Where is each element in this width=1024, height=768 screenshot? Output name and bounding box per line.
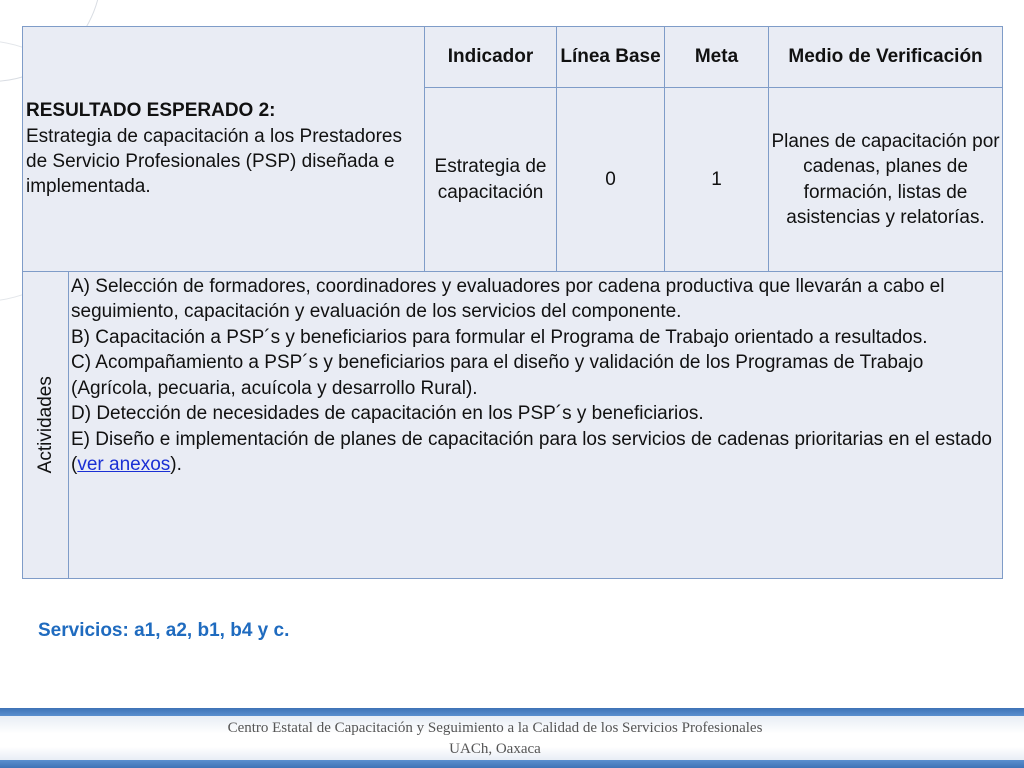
activity-e-suffix: ). xyxy=(170,454,182,476)
results-table xyxy=(22,26,1003,579)
cell-linea-base: 0 xyxy=(557,88,665,272)
activity-item: C) Acompañamiento a PSP´s y beneficiarios para el diseño y validación de los Programas de Trabajo (Agrícola, pecuaria, acuícola y desarrollo Rural). xyxy=(71,352,924,399)
footer xyxy=(0,718,990,760)
cell-medio-verificacion: Planes de capacitación por cadenas, planes de formación, listas de asistencias y relatorías. xyxy=(769,88,1003,272)
activity-item: D) Detección de necesidades de capacitación en los PSP´s y beneficiarios. xyxy=(71,403,704,425)
header-linea-base: Línea Base xyxy=(557,27,665,88)
activities-label: Actividades xyxy=(35,376,57,474)
activity-item: A) Selección de formadores, coordinadores y evaluadores por cadena productiva que llevarán a cabo el seguimiento, capacitación y evaluación de los servicios del componente. xyxy=(71,276,945,323)
header-indicador: Indicador xyxy=(425,27,557,88)
header-meta: Meta xyxy=(665,27,769,88)
services-text: Servicios: a1, a2, b1, b4 y c. xyxy=(38,620,290,641)
table-header-row xyxy=(23,27,1003,88)
activities-list xyxy=(69,272,1003,579)
footer-bar xyxy=(0,708,1024,716)
header-medio-verificacion: Medio de Verificación xyxy=(769,27,1003,88)
activities-row xyxy=(23,272,1003,579)
activity-e-prefix: E) Diseño e implementación de planes de capacitación para los servicios de cadenas prioritarias en el estado ( xyxy=(71,428,992,476)
activity-item: B) Capacitación a PSP´s y beneficiarios para formular el Programa de Trabajo orientado a resultados. xyxy=(71,326,928,348)
result-title: RESULTADO ESPERADO 2: xyxy=(26,100,276,122)
ver-anexos-link[interactable]: ver anexos xyxy=(77,454,171,476)
result-text: Estrategia de capacitación a los Prestadores de Servicio Profesionales (PSP) diseñada e implementada. xyxy=(26,125,402,198)
footer-line-1: Centro Estatal de Capacitación y Seguimiento a la Calidad de los Servicios Profesionales xyxy=(227,720,763,736)
footer-bar xyxy=(0,760,1024,768)
cell-indicador: Estrategia de capacitación xyxy=(425,88,557,272)
footer-line-2: UACh, Oaxaca xyxy=(449,741,541,757)
cell-meta: 1 xyxy=(665,88,769,272)
activity-item xyxy=(71,427,1000,478)
activities-label-cell xyxy=(23,272,69,579)
result-cell xyxy=(23,27,425,272)
